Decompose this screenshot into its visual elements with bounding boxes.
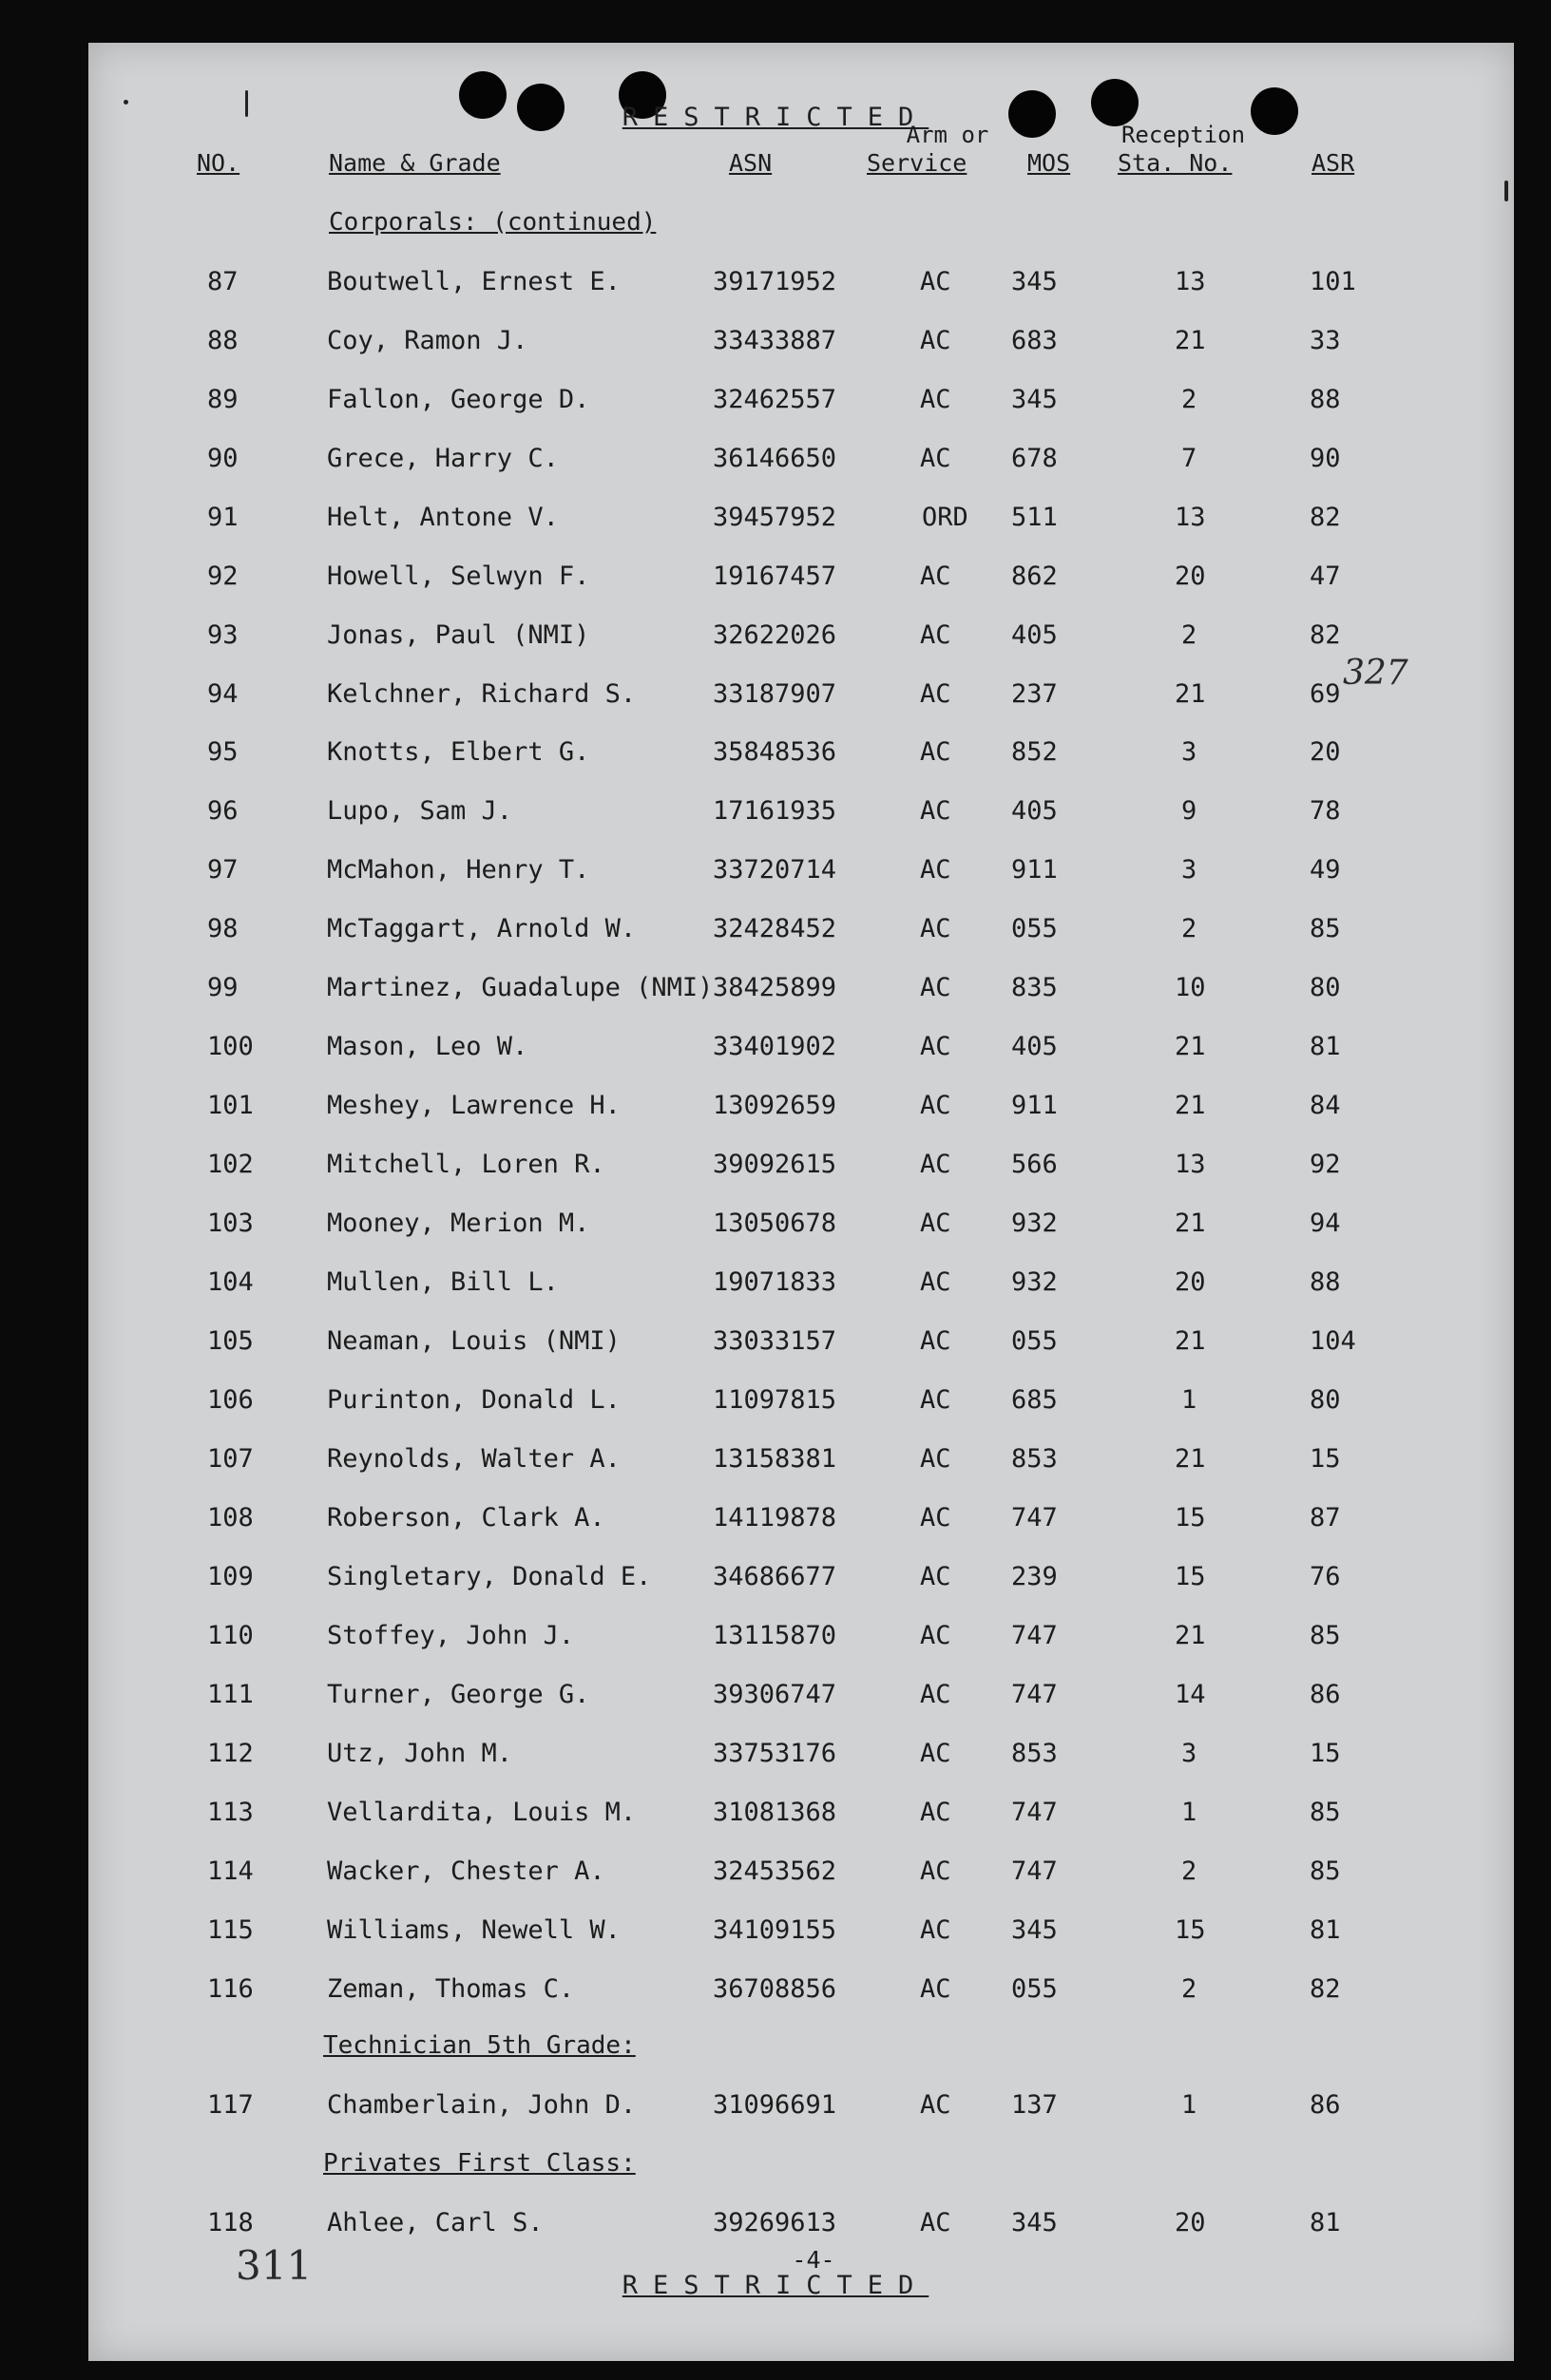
table-row (0, 1915, 1551, 1953)
row-name-grade: Wacker, Chester A. (327, 1856, 605, 1886)
table-row (0, 1974, 1551, 2012)
row-name-grade: Lupo, Sam J. (327, 796, 513, 826)
row-arm-service: AC (920, 737, 951, 767)
row-asn: 36708856 (713, 1974, 837, 2004)
table-row (0, 796, 1551, 834)
row-name-grade: Singletary, Donald E. (327, 1562, 652, 1591)
table-row (0, 1150, 1551, 1188)
section-technician-5th-grade: Technician 5th Grade: (323, 2031, 636, 2060)
row-number: 93 (207, 620, 239, 650)
row-mos: 862 (1011, 562, 1058, 591)
row-reception-station: 21 (1175, 326, 1206, 355)
table-row (0, 1444, 1551, 1482)
row-reception-station: 15 (1175, 1915, 1206, 1945)
row-mos: 055 (1011, 1326, 1058, 1356)
row-asn: 11097815 (713, 1385, 837, 1415)
table-row (0, 1562, 1551, 1600)
row-name-grade: Coy, Ramon J. (327, 326, 528, 355)
row-name-grade: Howell, Selwyn F. (327, 562, 590, 591)
row-reception-station: 2 (1181, 1856, 1197, 1886)
row-mos: 853 (1011, 1444, 1058, 1474)
row-asr: 80 (1310, 973, 1341, 1002)
row-asn: 36146650 (713, 444, 837, 473)
row-asr: 104 (1310, 1326, 1356, 1356)
row-number: 97 (207, 855, 239, 885)
section-corporals: Corporals: (continued) (329, 208, 657, 237)
row-mos: 511 (1011, 503, 1058, 532)
row-arm-service: AC (920, 1091, 951, 1120)
row-reception-station: 1 (1181, 1798, 1197, 1827)
row-arm-service: AC (920, 2090, 951, 2120)
row-number: 89 (207, 385, 239, 414)
row-reception-station: 21 (1175, 1326, 1206, 1356)
row-arm-service: AC (920, 914, 951, 943)
row-number: 96 (207, 796, 239, 826)
classification-banner-bottom: RESTRICTED (622, 2271, 929, 2300)
table-row (0, 2090, 1551, 2128)
row-name-grade: Jonas, Paul (NMI) (327, 620, 590, 650)
row-name-grade: Neaman, Louis (NMI) (327, 1326, 621, 1356)
header-mos: MOS (1027, 149, 1071, 177)
row-name-grade: Vellardita, Louis M. (327, 1798, 637, 1827)
row-asn: 34686677 (713, 1562, 837, 1591)
row-reception-station: 20 (1175, 2208, 1206, 2237)
row-name-grade: Chamberlain, John D. (327, 2090, 637, 2120)
row-number: 92 (207, 562, 239, 591)
row-name-grade: Ahlee, Carl S. (327, 2208, 544, 2237)
row-name-grade: Purinton, Donald L. (327, 1385, 621, 1415)
table-row (0, 1326, 1551, 1364)
row-name-grade: Martinez, Guadalupe (NMI) (327, 973, 714, 1002)
row-reception-station: 15 (1175, 1562, 1206, 1591)
row-arm-service: AC (920, 1326, 951, 1356)
header-arm-line2: Service (867, 149, 967, 177)
row-mos: 852 (1011, 737, 1058, 767)
row-asr: 80 (1310, 1385, 1341, 1415)
table-row (0, 914, 1551, 952)
row-asr: 92 (1310, 1150, 1341, 1179)
row-number: 104 (207, 1267, 254, 1297)
row-asr: 85 (1310, 914, 1341, 943)
table-row (0, 1503, 1551, 1541)
row-asr: 82 (1310, 503, 1341, 532)
row-asn: 31096691 (713, 2090, 837, 2120)
row-name-grade: Zeman, Thomas C. (327, 1974, 575, 2004)
row-number: 94 (207, 679, 239, 709)
row-asr: 87 (1310, 1503, 1341, 1533)
row-number: 98 (207, 914, 239, 943)
row-mos: 683 (1011, 326, 1058, 355)
row-mos: 747 (1011, 1621, 1058, 1650)
header-asn: ASN (729, 149, 773, 177)
handwritten-margin-number: 327 (1343, 654, 1408, 693)
row-arm-service: AC (920, 1562, 951, 1591)
row-mos: 055 (1011, 914, 1058, 943)
row-number: 88 (207, 326, 239, 355)
row-arm-service: AC (920, 2208, 951, 2237)
row-number: 118 (207, 2208, 254, 2237)
row-arm-service: AC (920, 1739, 951, 1768)
row-reception-station: 14 (1175, 1680, 1206, 1709)
row-asr: 81 (1310, 1915, 1341, 1945)
row-reception-station: 1 (1181, 2090, 1197, 2120)
row-mos: 345 (1011, 385, 1058, 414)
table-row (0, 1856, 1551, 1894)
row-reception-station: 21 (1175, 1091, 1206, 1120)
row-name-grade: Mitchell, Loren R. (327, 1150, 605, 1179)
row-arm-service: AC (920, 855, 951, 885)
row-asr: 101 (1310, 267, 1356, 296)
row-number: 102 (207, 1150, 254, 1179)
row-number: 111 (207, 1680, 254, 1709)
row-mos: 239 (1011, 1562, 1058, 1591)
table-row (0, 1621, 1551, 1659)
row-number: 100 (207, 1032, 254, 1061)
row-mos: 345 (1011, 1915, 1058, 1945)
row-reception-station: 21 (1175, 1621, 1206, 1650)
row-asn: 33720714 (713, 855, 837, 885)
row-name-grade: Utz, John M. (327, 1739, 513, 1768)
row-asr: 86 (1310, 1680, 1341, 1709)
row-arm-service: AC (920, 1444, 951, 1474)
row-mos: 911 (1011, 1091, 1058, 1120)
row-asr: 49 (1310, 855, 1341, 885)
row-asr: 33 (1310, 326, 1341, 355)
table-row (0, 385, 1551, 423)
row-asn: 17161935 (713, 796, 837, 826)
row-reception-station: 2 (1181, 1974, 1197, 2004)
row-asr: 82 (1310, 620, 1341, 650)
row-reception-station: 2 (1181, 385, 1197, 414)
row-number: 95 (207, 737, 239, 767)
row-name-grade: Helt, Antone V. (327, 503, 559, 532)
row-mos: 932 (1011, 1267, 1058, 1297)
row-reception-station: 3 (1181, 1739, 1197, 1768)
row-asr: 85 (1310, 1856, 1341, 1886)
row-asr: 86 (1310, 2090, 1341, 2120)
row-mos: 747 (1011, 1503, 1058, 1533)
row-mos: 747 (1011, 1680, 1058, 1709)
row-reception-station: 3 (1181, 855, 1197, 885)
table-row (0, 444, 1551, 482)
row-arm-service: AC (920, 267, 951, 296)
header-name-grade: Name & Grade (329, 149, 501, 177)
row-mos: 853 (1011, 1739, 1058, 1768)
row-mos: 835 (1011, 973, 1058, 1002)
table-row (0, 326, 1551, 364)
row-asn: 39269613 (713, 2208, 837, 2237)
row-mos: 566 (1011, 1150, 1058, 1179)
row-name-grade: Fallon, George D. (327, 385, 590, 414)
header-no: NO. (197, 149, 240, 177)
header-reception-line2: Sta. No. (1118, 149, 1233, 177)
row-name-grade: Knotts, Elbert G. (327, 737, 590, 767)
row-asr: 94 (1310, 1209, 1341, 1238)
row-arm-service: AC (920, 1150, 951, 1179)
row-arm-service: AC (920, 1503, 951, 1533)
row-name-grade: Grece, Harry C. (327, 444, 559, 473)
row-name-grade: Mooney, Merion M. (327, 1209, 590, 1238)
row-reception-station: 1 (1181, 1385, 1197, 1415)
row-arm-service: AC (920, 1032, 951, 1061)
row-number: 112 (207, 1739, 254, 1768)
table-row (0, 1209, 1551, 1247)
row-asr: 20 (1310, 737, 1341, 767)
row-reception-station: 7 (1181, 444, 1197, 473)
row-reception-station: 2 (1181, 620, 1197, 650)
row-asn: 32622026 (713, 620, 837, 650)
row-asr: 85 (1310, 1798, 1341, 1827)
header-reception-line1: Reception (1120, 122, 1246, 148)
row-name-grade: Kelchner, Richard S. (327, 679, 637, 709)
row-asr: 81 (1310, 1032, 1341, 1061)
row-arm-service: AC (920, 444, 951, 473)
row-asr: 81 (1310, 2208, 1341, 2237)
row-mos: 055 (1011, 1974, 1058, 2004)
row-arm-service: AC (920, 679, 951, 709)
row-reception-station: 13 (1175, 503, 1206, 532)
row-arm-service: AC (920, 1974, 951, 2004)
row-mos: 678 (1011, 444, 1058, 473)
ink-speck (1504, 181, 1508, 201)
row-arm-service: AC (920, 1798, 951, 1827)
row-asn: 39306747 (713, 1680, 837, 1709)
row-asr: 78 (1310, 796, 1341, 826)
row-asn: 32462557 (713, 385, 837, 414)
table-row (0, 1385, 1551, 1423)
row-name-grade: Turner, George G. (327, 1680, 590, 1709)
row-asn: 34109155 (713, 1915, 837, 1945)
table-row (0, 1032, 1551, 1070)
table-row (0, 1091, 1551, 1129)
row-reception-station: 13 (1175, 1150, 1206, 1179)
row-number: 107 (207, 1444, 254, 1474)
row-name-grade: Williams, Newell W. (327, 1915, 621, 1945)
row-number: 106 (207, 1385, 254, 1415)
row-mos: 911 (1011, 855, 1058, 885)
row-asr: 84 (1310, 1091, 1341, 1120)
row-arm-service: AC (920, 1680, 951, 1709)
row-arm-service: AC (920, 562, 951, 591)
row-mos: 685 (1011, 1385, 1058, 1415)
row-number: 91 (207, 503, 239, 532)
row-arm-service: AC (920, 1915, 951, 1945)
row-name-grade: Mason, Leo W. (327, 1032, 528, 1061)
row-mos: 405 (1011, 620, 1058, 650)
row-reception-station: 13 (1175, 267, 1206, 296)
row-asr: 69 (1310, 679, 1341, 709)
row-name-grade: Roberson, Clark A. (327, 1503, 605, 1533)
row-asn: 13092659 (713, 1091, 837, 1120)
row-asn: 32428452 (713, 914, 837, 943)
page-number: -4- (792, 2246, 835, 2274)
row-arm-service: AC (920, 1267, 951, 1297)
row-number: 113 (207, 1798, 254, 1827)
section-privates-first-class: Privates First Class: (323, 2149, 636, 2178)
row-arm-service: AC (920, 973, 951, 1002)
row-arm-service: AC (920, 385, 951, 414)
table-row (0, 973, 1551, 1011)
row-name-grade: Boutwell, Ernest E. (327, 267, 621, 296)
row-mos: 747 (1011, 1856, 1058, 1886)
handwritten-bottom-number: 311 (236, 2242, 313, 2289)
row-asr: 15 (1310, 1444, 1341, 1474)
classification-banner-top: RESTRICTED (622, 103, 929, 132)
row-reception-station: 21 (1175, 1209, 1206, 1238)
row-arm-service: AC (920, 1209, 951, 1238)
row-asn: 33401902 (713, 1032, 837, 1061)
row-asn: 19071833 (713, 1267, 837, 1297)
row-number: 117 (207, 2090, 254, 2120)
row-mos: 932 (1011, 1209, 1058, 1238)
table-row (0, 1267, 1551, 1305)
row-name-grade: Stoffey, John J. (327, 1621, 575, 1650)
row-asn: 33033157 (713, 1326, 837, 1356)
row-asr: 47 (1310, 562, 1341, 591)
row-asr: 88 (1310, 385, 1341, 414)
row-number: 87 (207, 267, 239, 296)
table-row (0, 620, 1551, 658)
row-mos: 137 (1011, 2090, 1058, 2120)
row-arm-service: AC (920, 1621, 951, 1650)
table-row (0, 503, 1551, 541)
row-asn: 14119878 (713, 1503, 837, 1533)
row-name-grade: McTaggart, Arnold W. (327, 914, 637, 943)
header-arm-line1: Arm or (906, 122, 989, 148)
row-mos: 345 (1011, 2208, 1058, 2237)
row-reception-station: 15 (1175, 1503, 1206, 1533)
row-number: 105 (207, 1326, 254, 1356)
row-number: 90 (207, 444, 239, 473)
row-arm-service: AC (920, 796, 951, 826)
row-number: 114 (207, 1856, 254, 1886)
row-name-grade: Mullen, Bill L. (327, 1267, 559, 1297)
row-asn: 13158381 (713, 1444, 837, 1474)
row-mos: 405 (1011, 796, 1058, 826)
row-number: 108 (207, 1503, 254, 1533)
table-row (0, 1739, 1551, 1777)
table-row (0, 1680, 1551, 1718)
row-arm-service: AC (920, 1385, 951, 1415)
row-asn: 39092615 (713, 1150, 837, 1179)
row-asn: 13050678 (713, 1209, 837, 1238)
row-asn: 13115870 (713, 1621, 837, 1650)
row-asn: 19167457 (713, 562, 837, 591)
row-arm-service: AC (920, 326, 951, 355)
table-row (0, 267, 1551, 305)
row-asr: 15 (1310, 1739, 1341, 1768)
row-number: 109 (207, 1562, 254, 1591)
row-name-grade: Meshey, Lawrence H. (327, 1091, 621, 1120)
row-asn: 32453562 (713, 1856, 837, 1886)
row-asr: 88 (1310, 1267, 1341, 1297)
row-number: 110 (207, 1621, 254, 1650)
row-reception-station: 20 (1175, 562, 1206, 591)
row-asr: 76 (1310, 1562, 1341, 1591)
row-asn: 33433887 (713, 326, 837, 355)
row-asn: 39171952 (713, 267, 837, 296)
row-name-grade: Reynolds, Walter A. (327, 1444, 621, 1474)
header-asr: ASR (1312, 149, 1355, 177)
row-reception-station: 9 (1181, 796, 1197, 826)
row-asr: 82 (1310, 1974, 1341, 2004)
row-number: 101 (207, 1091, 254, 1120)
row-reception-station: 10 (1175, 973, 1206, 1002)
row-name-grade: McMahon, Henry T. (327, 855, 590, 885)
table-row (0, 855, 1551, 893)
row-asn: 38425899 (713, 973, 837, 1002)
row-number: 103 (207, 1209, 254, 1238)
row-asn: 35848536 (713, 737, 837, 767)
row-reception-station: 21 (1175, 1032, 1206, 1061)
row-asr: 90 (1310, 444, 1341, 473)
row-reception-station: 21 (1175, 1444, 1206, 1474)
row-asn: 33187907 (713, 679, 837, 709)
row-arm-service: AC (920, 1856, 951, 1886)
row-asn: 31081368 (713, 1798, 837, 1827)
row-asr: 85 (1310, 1621, 1341, 1650)
row-mos: 405 (1011, 1032, 1058, 1061)
row-number: 115 (207, 1915, 254, 1945)
row-number: 99 (207, 973, 239, 1002)
row-mos: 237 (1011, 679, 1058, 709)
table-row (0, 562, 1551, 600)
row-arm-service: AC (920, 620, 951, 650)
row-mos: 345 (1011, 267, 1058, 296)
table-row (0, 679, 1551, 717)
row-reception-station: 3 (1181, 737, 1197, 767)
row-reception-station: 2 (1181, 914, 1197, 943)
row-asn: 33753176 (713, 1739, 837, 1768)
row-asn: 39457952 (713, 503, 837, 532)
row-number: 116 (207, 1974, 254, 2004)
row-mos: 747 (1011, 1798, 1058, 1827)
table-row (0, 1798, 1551, 1836)
row-reception-station: 20 (1175, 1267, 1206, 1297)
row-reception-station: 21 (1175, 679, 1206, 709)
row-arm-service: ORD (922, 503, 968, 532)
table-row (0, 737, 1551, 775)
table-row (0, 2208, 1551, 2246)
